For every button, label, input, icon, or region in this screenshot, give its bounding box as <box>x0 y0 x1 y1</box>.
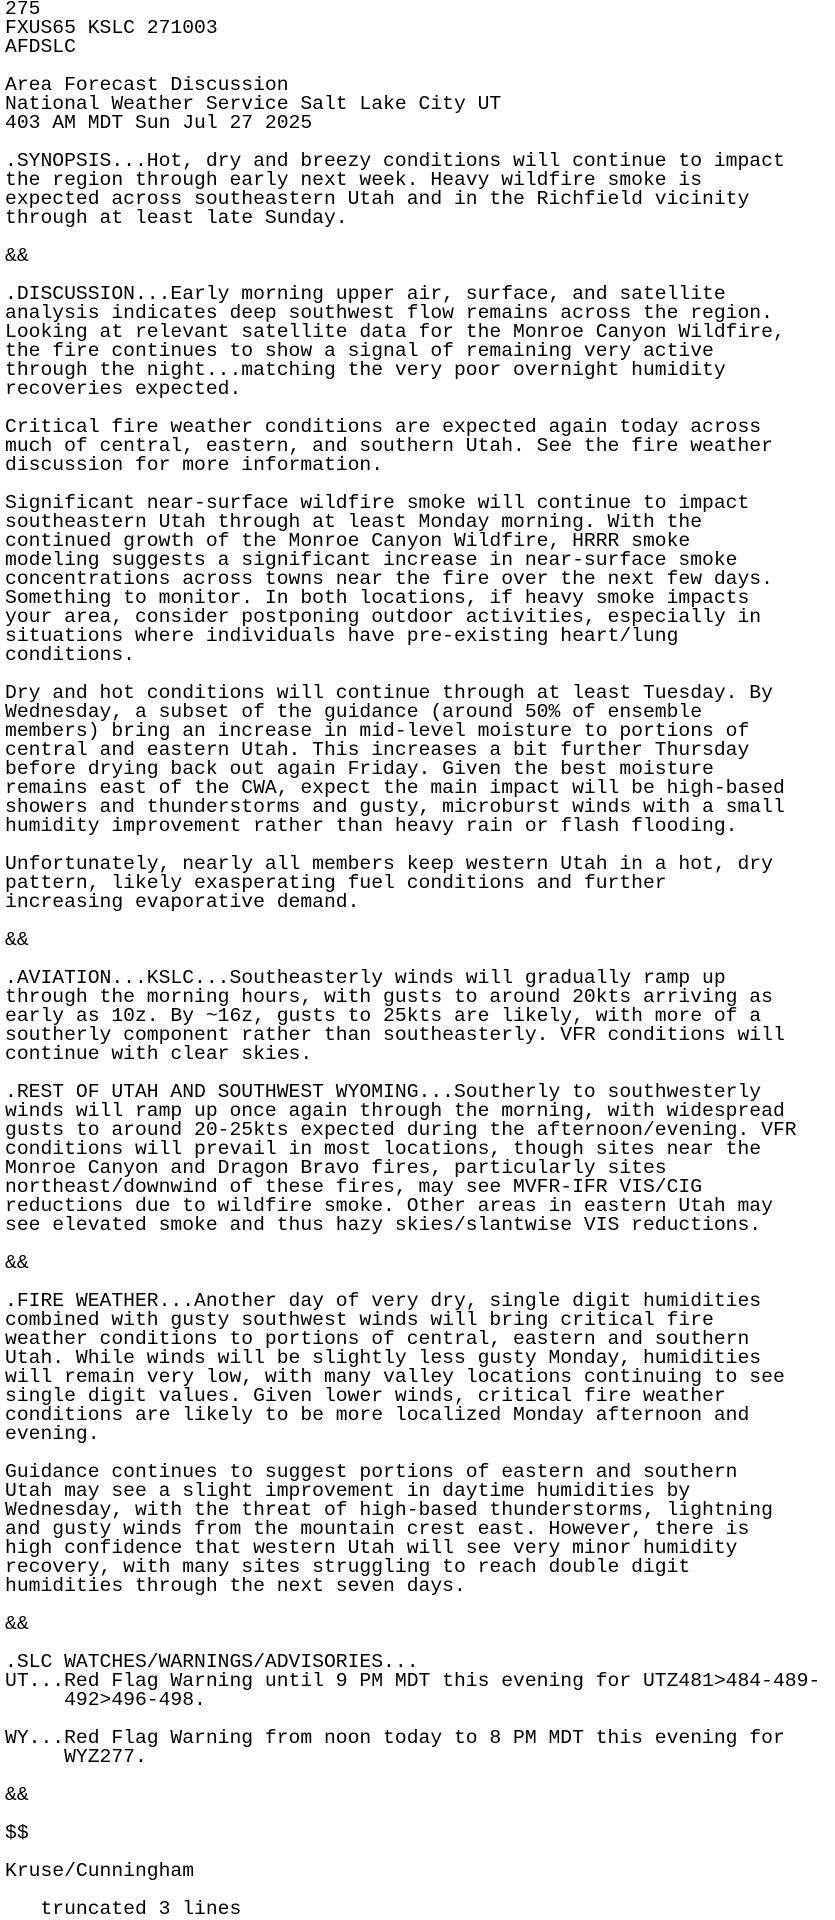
text-line: && <box>5 1613 29 1635</box>
text-line: .REST OF UTAH AND SOUTHWEST WYOMING...Southerly to southwesterly <box>5 1081 762 1103</box>
text-line: concentrations across towns near the fire over the next few days. <box>5 568 773 590</box>
text-line: Utah may see a slight improvement in daytime humidities by <box>5 1480 691 1502</box>
text-line: continue with clear skies. <box>5 1043 313 1065</box>
text-line: modeling suggests a significant increase in near-surface smoke <box>5 549 738 571</box>
text-line: and gusty winds from the mountain crest east. However, there is <box>5 1518 750 1540</box>
text-line: humidities through the next seven days. <box>5 1575 466 1597</box>
text-line: through the morning hours, with gusts to around 20kts arriving as <box>5 986 773 1008</box>
text-line: southerly component rather than southeasterly. VFR conditions will <box>5 1024 785 1046</box>
text-line: .SYNOPSIS...Hot, dry and breezy conditions will continue to impact <box>5 150 785 172</box>
text-line: will remain very low, with many valley locations continuing to see <box>5 1366 785 1388</box>
text-line: && <box>5 1252 29 1274</box>
text-line: && <box>5 1784 29 1806</box>
text-line: showers and thunderstorms and gusty, microburst winds with a small <box>5 796 785 818</box>
text-line: Wednesday, with the threat of high-based thunderstorms, lightning <box>5 1499 773 1521</box>
text-line: conditions. <box>5 644 135 666</box>
text-line: pattern, likely exasperating fuel conditions and further <box>5 872 667 894</box>
text-line: Something to monitor. In both locations, if heavy smoke impacts <box>5 587 750 609</box>
text-line <box>5 1805 835 1824</box>
text-line: through at least late Sunday. <box>5 207 348 229</box>
text-line: winds will ramp up once again through the morning, with widespread <box>5 1100 785 1122</box>
text-line: before drying back out again Friday. Given the best moisture <box>5 758 714 780</box>
text-line: expected across southeastern Utah and in the Richfield vicinity <box>5 188 750 210</box>
text-line: weather conditions to portions of central, eastern and southern <box>5 1328 750 1350</box>
text-line: Dry and hot conditions will continue through at least Tuesday. By <box>5 682 773 704</box>
text-line <box>5 912 835 931</box>
text-line: Unfortunately, nearly all members keep western Utah in a hot, dry <box>5 853 773 875</box>
text-line: central and eastern Utah. This increases a bit further Thursday <box>5 739 750 761</box>
text-line: .DISCUSSION...Early morning upper air, surface, and satellite <box>5 283 726 305</box>
text-line: the fire continues to show a signal of remaining very active <box>5 340 714 362</box>
text-line: increasing evaporative demand. <box>5 891 360 913</box>
text-line: .FIRE WEATHER...Another day of very dry, single digit humidities <box>5 1290 762 1312</box>
text-line: Significant near-surface wildfire smoke will continue to impact <box>5 492 750 514</box>
text-line: truncated 3 lines <box>5 1898 242 1920</box>
text-line: Utah. While winds will be slightly less gusty Monday, humidities <box>5 1347 762 1369</box>
text-line: WY...Red Flag Warning from noon today to 8 PM MDT this evening for <box>5 1727 785 1749</box>
text-line: recovery, with many sites struggling to reach double digit <box>5 1556 691 1578</box>
text-line <box>5 1596 835 1615</box>
text-line: National Weather Service Salt Lake City UT <box>5 93 502 115</box>
text-line: recoveries expected. <box>5 378 242 400</box>
text-line: Critical fire weather conditions are expected again today across <box>5 416 762 438</box>
text-line: early as 10z. By ~16z, gusts to 25kts are likely, with more of a <box>5 1005 762 1027</box>
text-line: continued growth of the Monroe Canyon Wildfire, HRRR smoke <box>5 530 691 552</box>
text-line: members) bring an increase in mid-level moisture to portions of <box>5 720 750 742</box>
text-line: 403 AM MDT Sun Jul 27 2025 <box>5 112 313 134</box>
text-line: reductions due to wildfire smoke. Other areas in eastern Utah may <box>5 1195 773 1217</box>
text-line: $$ <box>5 1822 29 1844</box>
text-line <box>5 1235 835 1254</box>
text-line: Guidance continues to suggest portions of eastern and southern <box>5 1461 738 1483</box>
text-line: 492>496-498. <box>5 1689 206 1711</box>
text-line: high confidence that western Utah will see very minor humidity <box>5 1537 738 1559</box>
text-line: gusts to around 20-25kts expected during the afternoon/evening. VFR <box>5 1119 797 1141</box>
text-line: AFDSLC <box>5 36 76 58</box>
text-line: evening. <box>5 1423 100 1445</box>
text-line: Kruse/Cunningham <box>5 1860 195 1882</box>
text-line: .AVIATION...KSLC...Southeasterly winds will gradually ramp up <box>5 967 726 989</box>
text-line: Area Forecast Discussion <box>5 74 289 96</box>
text-line: && <box>5 245 29 267</box>
text-line <box>5 228 835 247</box>
text-line: see elevated smoke and thus hazy skies/slantwise VIS reductions. <box>5 1214 762 1236</box>
text-line: && <box>5 929 29 951</box>
text-line: single digit values. Given lower winds, critical fire weather <box>5 1385 726 1407</box>
text-line: Looking at relevant satellite data for the Monroe Canyon Wildfire, <box>5 321 785 343</box>
text-line: through the night...matching the very poor overnight humidity <box>5 359 726 381</box>
text-line: .SLC WATCHES/WARNINGS/ADVISORIES... <box>5 1651 419 1673</box>
text-line: much of central, eastern, and southern Utah. See the fire weather <box>5 435 773 457</box>
text-line: northeast/downwind of these fires, may see MVFR-IFR VIS/CIG <box>5 1176 703 1198</box>
text-line: UT...Red Flag Warning until 9 PM MDT this evening for UTZ481>484-489- <box>5 1670 821 1692</box>
text-line: 275 <box>5 0 41 20</box>
text-line: analysis indicates deep southwest flow remains across the region. <box>5 302 773 324</box>
text-line: conditions are likely to be more localized Monday afternoon and <box>5 1404 750 1426</box>
text-line: remains east of the CWA, expect the main impact will be high-based <box>5 777 785 799</box>
text-line: Wednesday, a subset of the guidance (around 50% of ensemble <box>5 701 703 723</box>
text-line: your area, consider postponing outdoor activities, especially in <box>5 606 762 628</box>
text-line: situations where individuals have pre-existing heart/lung <box>5 625 679 647</box>
text-line: southeastern Utah through at least Monday morning. With the <box>5 511 703 533</box>
text-line: Monroe Canyon and Dragon Bravo fires, particularly sites <box>5 1157 667 1179</box>
text-line: FXUS65 KSLC 271003 <box>5 17 218 39</box>
text-line: combined with gusty southwest winds will bring critical fire <box>5 1309 714 1331</box>
text-line: conditions will prevail in most locations, though sites near the <box>5 1138 762 1160</box>
text-line: the region through early next week. Heavy wildfire smoke is <box>5 169 703 191</box>
text-line: discussion for more information. <box>5 454 384 476</box>
text-line <box>5 1767 835 1786</box>
text-line: WYZ277. <box>5 1746 147 1768</box>
text-line: humidity improvement rather than heavy rain or flash flooding. <box>5 815 738 837</box>
